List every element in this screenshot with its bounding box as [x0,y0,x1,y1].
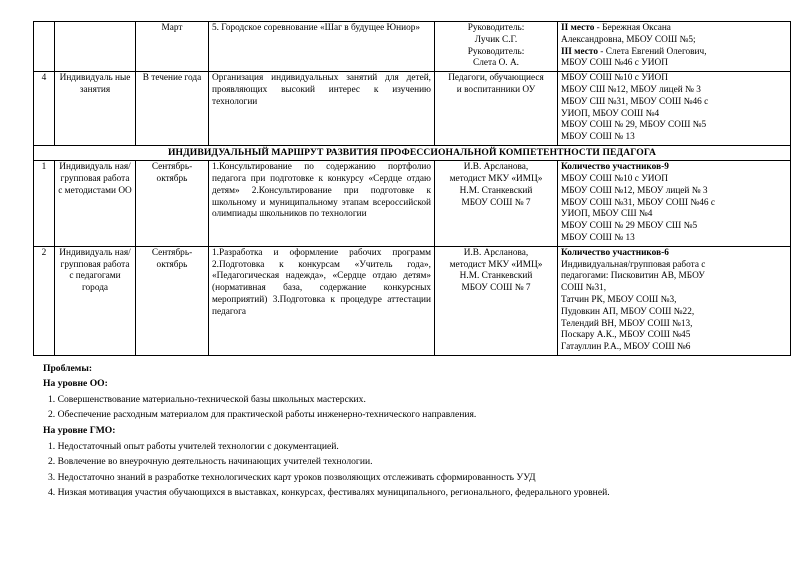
text-line: Индивидуальная/групповая работа с [561,259,706,270]
text-line: Н.М. Станкевский [459,271,533,282]
row-responsible [435,72,558,146]
row-activity-name [55,22,136,72]
row-activity-name: Индивидуаль ная/групповая работа с педагогами города [55,246,136,355]
text-line [561,162,787,174]
row-result [558,72,791,146]
text-line: МБОУ СОШ №10 с УИОП [561,173,668,184]
text-line: Телендий ВН, МБОУ СОШ №13, [561,318,693,329]
row-description: 1.Консультирование по содержанию портфолио педагога при подготовке к конкурсу «Сердце отдаю детям» 2.Консультирование при подготовке к школьному и муниципальному этапам всероссийской олимпиады школьников по технологии [209,161,435,247]
text-line [561,248,787,260]
activity-table [33,21,791,356]
table-row [34,161,791,247]
text-line: Татчин РК, МБОУ СОШ №3, [561,294,677,305]
row-number [34,22,55,72]
row-term: Март [136,22,209,72]
problems-title: Проблемы: [43,362,93,374]
row-description: 1.Разработка и оформление рабочих программ 2.Подготовка к конкурсам «Учитель года», «Педагогическая надежда», «Сердце отдаю детям» (нормативная база, содержание конкурсных мероприятий) 3.Подготовка к процедуре аттестации педагога [209,246,435,355]
text-line: Пудовкин АП, МБОУ СОШ №22, [561,306,695,317]
text-line: методист МКУ «ИМЦ» [449,173,543,184]
problems-gmo-item: 4. Низкая мотивация участия обучающихся в выставках, конкурсах, фестивалях муниципального, регионального, федерального уровней. [48,487,610,499]
row-result [558,246,791,355]
text-line: УИОП, МБОУ СОШ №4 [561,108,660,119]
problems-oo-item: 1. Совершенствование материально-технической базы школьных мастерских. [48,393,366,405]
table-row [34,22,791,72]
text-line: МБОУ СОШ № 7 [461,197,531,208]
row-responsible [435,161,558,247]
emphasis-text: II место [561,23,595,33]
row-description: Организация индивидуальных занятий для детей, проявляющих высокий интерес к изучению технологии [209,72,435,146]
text-line: Н.М. Станкевский [459,185,533,196]
text-line: И.В. Арсланова, [463,247,529,258]
text-line: МБОУ СШ №12, МБОУ лицей № 3 [561,84,701,95]
problems-gmo-item: 3. Недостаточно знаний в разработке технологических карт уроков позволяющих отслеживать сформированность УУД [48,471,536,483]
text-line: СОШ №31, [561,283,607,294]
text-line: УИОП, МБОУ СШ №4 [561,209,653,220]
text-line: И.В. Арсланова, [463,162,529,173]
emphasis-text: III место [561,46,598,57]
text-line: Педагоги, обучающиеся [448,73,544,84]
problems-level-oo-heading: На уровне ОО: [43,378,108,390]
text-line: МБОУ СОШ № 13 [561,232,635,243]
emphasis-text: Количество участников-6 [561,247,669,258]
table-row [34,246,791,355]
text-line: МБОУ СОШ № 29 МБОУ СШ №5 [561,221,698,232]
row-term: Сентябрь-октябрь [136,246,209,355]
text-line: МБОУ СШ №31, МБОУ СОШ №46 с [561,96,709,107]
problems-section [33,361,790,501]
text-line: МБОУ СОШ № 7 [461,283,531,294]
row-responsible [435,246,558,355]
text-line: Руководитель: [467,46,525,57]
section-title: ИНДИВИДУАЛЬНЫЙ МАРШРУТ РАЗВИТИЯ ПРОФЕССИОНАЛЬНОЙ КОМПЕТЕНТНОСТИ ПЕДАГОГА [34,145,791,160]
table-body [34,22,791,356]
row-result [558,161,791,247]
text-line: педагогами: Писковитин АВ, МБОУ [561,271,705,282]
text-line: Слета О. А. [473,58,519,69]
text-line: МБОУ СОШ №46 с УИОП [561,58,668,69]
text-line: МБОУ СОШ № 13 [561,132,635,143]
text-line: III место - Слета Евгений Олегович, [561,46,707,57]
text-line: МБОУ СОШ №31, МБОУ СОШ №46 с [561,197,715,208]
problems-oo-item: 2. Обеспечение расходным материалом для практической работы инженерно-технического направления. [48,409,477,421]
row-number: 1 [34,161,55,247]
text-line: Руководитель: [467,23,525,33]
problems-level-gmo-heading: На уровне ГМО: [43,425,116,437]
row-description: 5. Городское соревнование «Шаг в будущее Юниор» [209,22,435,72]
text-line: и воспитанники ОУ [456,84,536,95]
section-title-row [34,145,791,160]
text-line: методист МКУ «ИМЦ» [449,259,543,270]
problems-gmo-item: 2. Вовлечение во внеурочную деятельность начинающих учителей технологии. [48,456,373,468]
text-line: Гатауллин Р.А., МБОУ СОШ №6 [561,342,691,353]
row-responsible [435,22,558,72]
row-number: 4 [34,72,55,146]
text-line: II место - Бережная Оксана [561,23,671,33]
text-line: Лучик С.Г. [474,34,518,45]
emphasis-text: Количество участников-9 [561,162,669,173]
text-line: МБОУ СОШ №10 с УИОП [561,73,668,84]
problems-gmo-item: 1. Недостаточный опыт работы учителей технологии с документацией. [48,440,339,452]
text-line: Александровна, МБОУ СОШ №5; [561,34,696,45]
text-line: МБОУ СОШ № 29, МБОУ СОШ №5 [561,120,707,131]
text-line: Поскару А.К., МБОУ СОШ №45 [561,330,691,341]
row-activity-name: Индивидуаль ные занятия [55,72,136,146]
table-row [34,72,791,146]
text-line: МБОУ СОШ №12, МБОУ лицей № 3 [561,185,708,196]
row-result [558,22,791,72]
row-number: 2 [34,246,55,355]
row-term: В течение года [136,72,209,146]
row-term: Сентябрь-октябрь [136,161,209,247]
row-activity-name: Индивидуаль ная/групповая работа с методистами ОО [55,161,136,247]
